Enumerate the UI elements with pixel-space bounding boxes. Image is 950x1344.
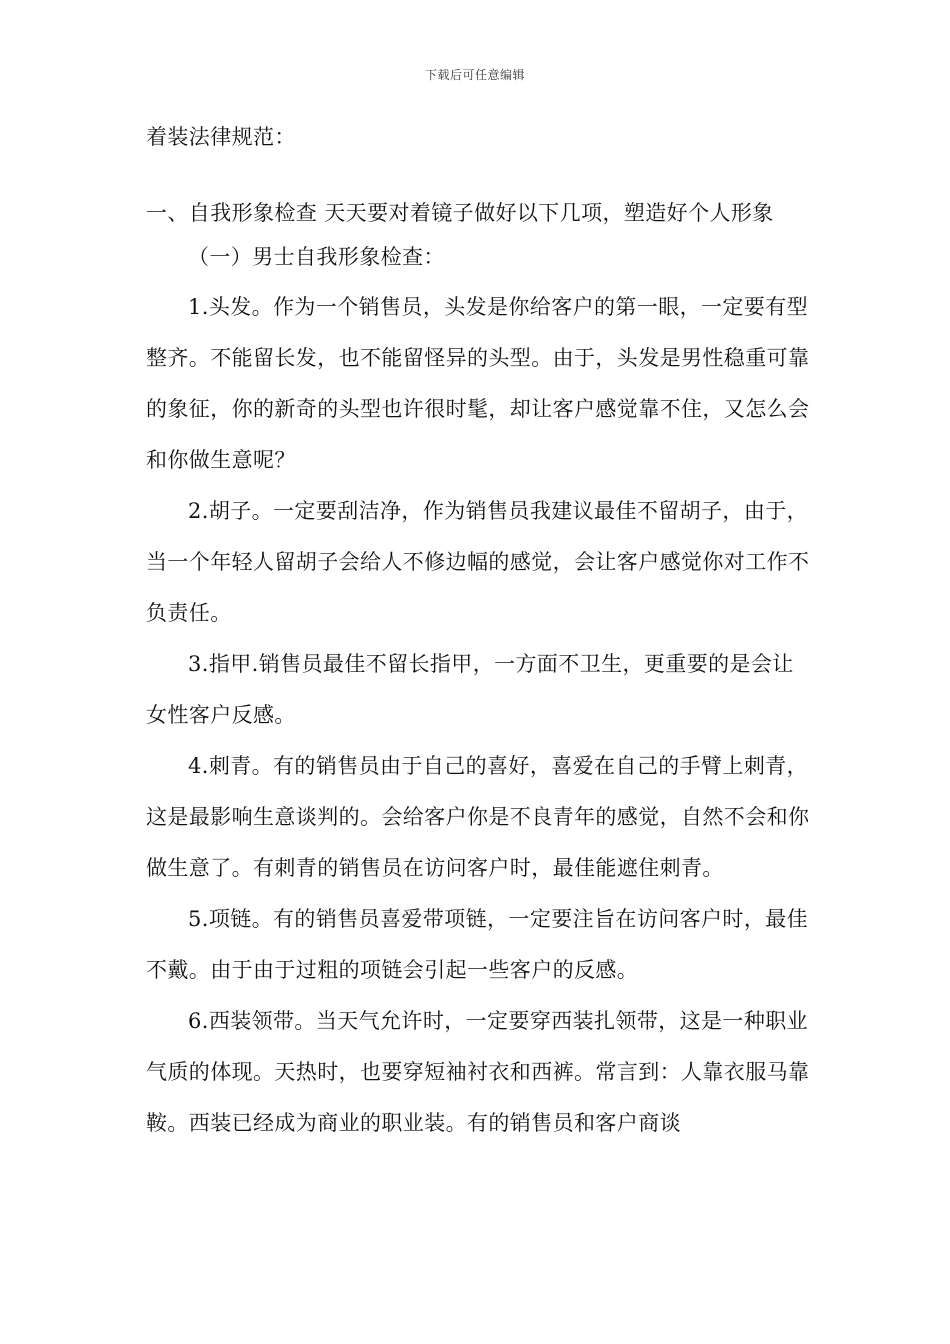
document-body — [146, 118, 810, 1149]
paragraph-beard: 2.胡子。一定要刮洁净，作为销售员我建议最佳不留胡子，由于，当一个年轻人留胡子会给人不修边幅的感觉，会让客户感觉你对工作不负责任。 — [146, 499, 810, 625]
paragraph-tattoo: 4.刺青。有的销售员由于自己的喜好，喜爱在自己的手臂上刺青，这是最影响生意谈判的。会给客户你是不良青年的感觉，自然不会和你做生意了。有刺青的销售员在访问客户时，最佳能遮住刺青。 — [146, 754, 810, 880]
document-title: 着装法律规范： — [146, 125, 296, 149]
subsection-heading: （一）男士自我形象检查： — [188, 245, 445, 269]
paragraph-nails: 3.指甲.销售员最佳不留长指甲，一方面不卫生，更重要的是会让女性客户反感。 — [146, 652, 794, 727]
paragraph-suit-tie: 6.西装领带。当天气允许时，一定要穿西装扎领带，这是一种职业气质的体现。天热时，也要穿短袖衬衣和西裤。常言到：人靠衣服马靠鞍。西装已经成为商业的职业装。有的销售员和客户商谈 — [146, 1009, 810, 1135]
paragraph-necklace: 5.项链。有的销售员喜爱带项链，一定要注旨在访问客户时，最佳不戴。由于由于过粗的项链会引起一些客户的反感。 — [146, 907, 809, 982]
paragraph-hair: 1.头发。作为一个销售员，头发是你给客户的第一眼，一定要有型整齐。不能留长发，也不能留怪异的头型。由于，头发是男性稳重可靠的象征，你的新奇的头型也许很时髦，却让客户感觉靠不住，又怎么会和你做生意呢？ — [146, 295, 810, 472]
section-heading: 一、自我形象检查 天天要对着镜子做好以下几项，塑造好个人形象 — [146, 201, 774, 225]
page-header-note: 下载后可任意编辑 — [424, 68, 525, 82]
